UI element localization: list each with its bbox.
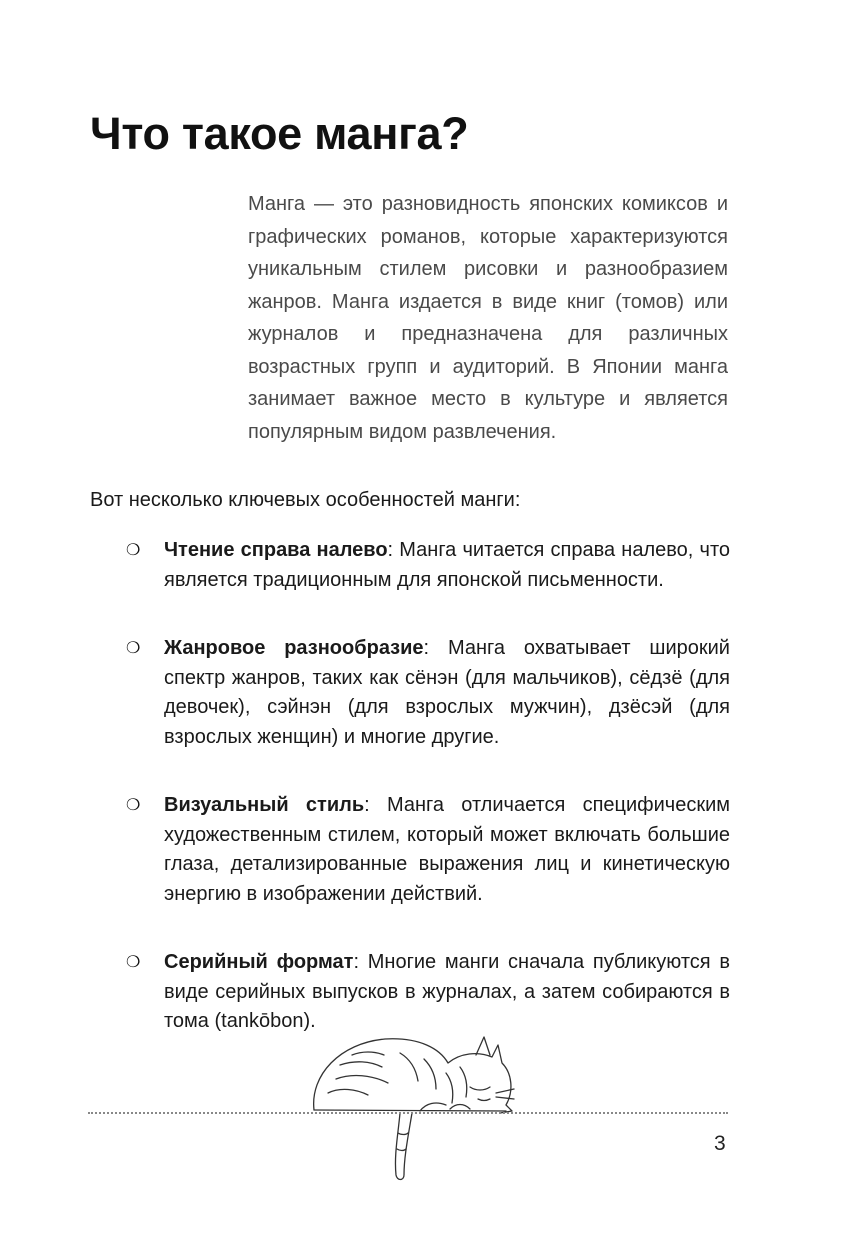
dotted-divider <box>88 1112 728 1114</box>
feature-item <box>90 791 730 909</box>
sleeping-cat-icon <box>300 1015 520 1185</box>
circle-bullet-icon: ❍ <box>126 542 141 559</box>
feature-text: : Манга читается справа налево, что является традиционным для японской письменности. <box>164 539 731 591</box>
feature-term: Жанровое разнообразие <box>164 637 424 659</box>
feature-text: : Многие манги сначала публикуются в виде серийных выпусков в журналах, а затем собираются в тома (tankōbon). <box>164 951 730 1032</box>
page-title: Что такое манга? <box>90 108 469 159</box>
features-lead: Вот несколько ключевых особенностей манги: <box>90 489 521 511</box>
feature-term: Визуальный стиль <box>164 794 365 816</box>
features-list <box>90 536 730 1076</box>
circle-bullet-icon: ❍ <box>126 797 141 814</box>
intro-paragraph: Манга — это разновидность японских комиксов и графических романов, которые характеризуются уникальным стилем рисовки и разнообразием жанров. Манга издается в виде книг (томов) или журналов и предназначена для различных возрастных групп и аудиторий. В Японии манга занимает важное место в культуре и является популярным видом развлечения. <box>248 193 728 443</box>
circle-bullet-icon: ❍ <box>126 954 141 971</box>
circle-bullet-icon: ❍ <box>126 640 141 657</box>
feature-term: Чтение справа налево <box>164 539 388 561</box>
feature-text: : Манга охватывает широкий спектр жанров, таких как сёнэн (для мальчиков), сёдзё (для девочек), сэйнэн (для взрослых мужчин), дзёсэй (для взрослых женщин) и многие другие. <box>164 637 730 748</box>
feature-term: Серийный формат <box>164 951 354 973</box>
feature-text: : Манга отличается специфическим художественным стилем, который может включать большие глаза, детализированные выражения лиц и кинетическую энергию в изображении действий. <box>164 794 730 905</box>
feature-item <box>90 536 730 595</box>
feature-item <box>90 634 730 752</box>
page-number: 3 <box>714 1132 726 1155</box>
